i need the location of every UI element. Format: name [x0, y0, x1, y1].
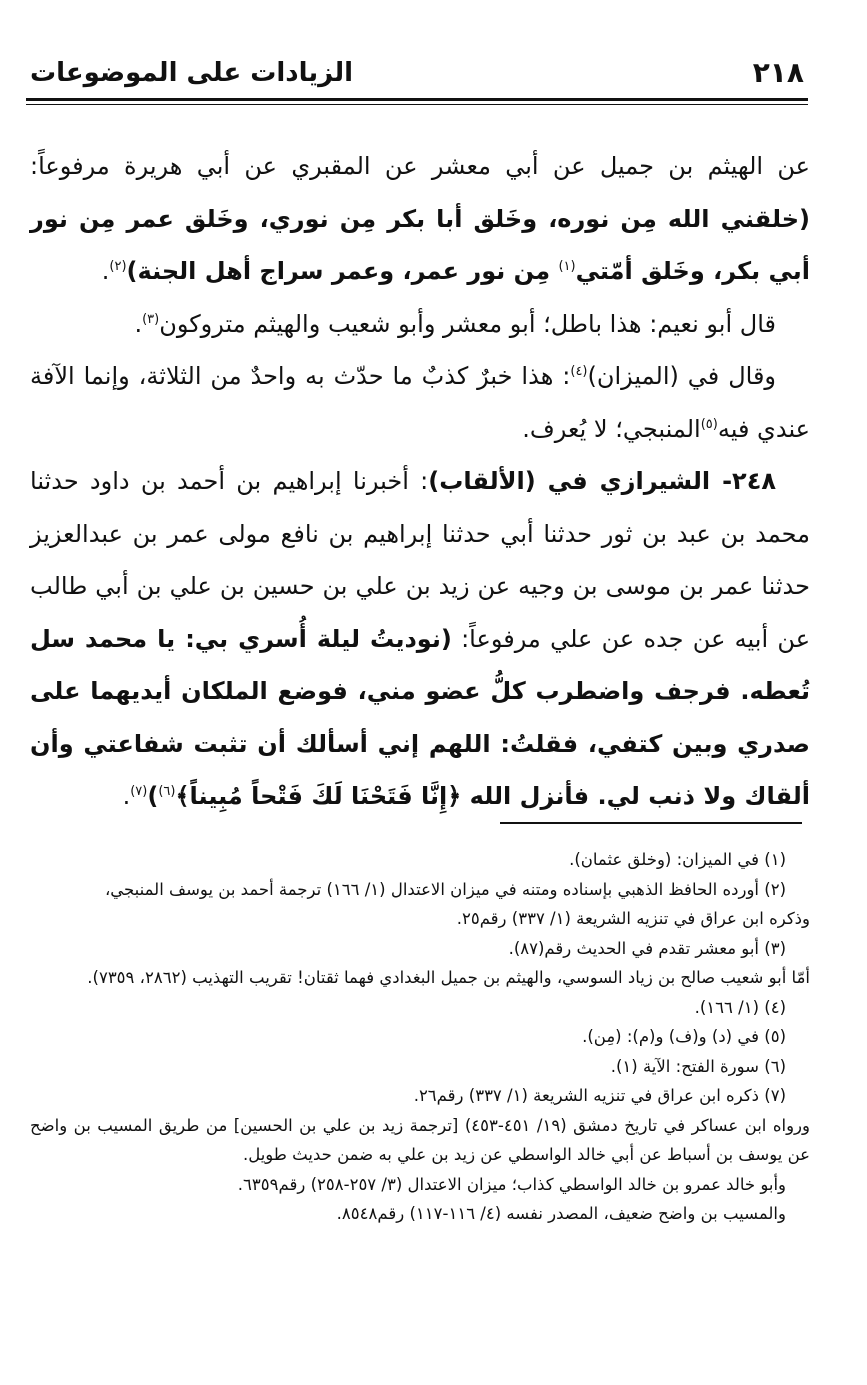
page-number: ٢١٨ — [752, 56, 804, 89]
chain-text: : أخبرنا إبراهيم بن أحمد بن داود حدثنا محمد بن عبد بن ثور حدثنا أبي حدثنا إبراهيم بن نافع مولى عمر بن عبدالعزيز حدثنا عمر بن موسى بن وجيه عن زيد بن علي بن حسين بن علي بن أبي طالب عن أبيه عن جده عن علي مرفوعاً: — [30, 467, 811, 653]
period: . — [101, 257, 110, 285]
footnote-separator — [500, 822, 802, 824]
text: وقال في (الميزان) — [587, 362, 777, 390]
footnote-ref-5[interactable]: (٥) — [700, 416, 718, 432]
footnote-ref-2[interactable]: (٢) — [109, 259, 127, 274]
page-header — [30, 52, 804, 96]
footnotes — [30, 845, 810, 1229]
footnote-3-cont: أمّا أبو شعيب صالح بن زياد السوسي، والهيثم بن جميل البغدادي فهما ثقتان! تقريب التهذيب (٢٨٦٢، ٧٣٥٩). — [87, 968, 810, 987]
footnote-ref-4[interactable]: (٤) — [570, 364, 588, 379]
header-rule-thin — [26, 104, 808, 105]
footnote-6: (٦) سورة الفتح: الآية (١). — [610, 1056, 786, 1076]
hadith-text-cont: مِن نور عمر، وعمر سراج أهل الجنة) — [126, 257, 559, 285]
text-end: المنبجي؛ لا يُعرف. — [522, 414, 701, 443]
header-rule-thick — [26, 98, 808, 101]
chain-text: عن الهيثم بن جميل عن أبي معشر عن المقبري عن أبي هريرة مرفوعاً: — [30, 152, 810, 180]
footnote-ref-3[interactable]: (٣) — [142, 311, 160, 327]
footnote-2-cont: وذكره ابن عراق في تنزيه الشريعة (١/ ٣٣٧) رقم٢٥. — [456, 909, 810, 928]
footnote-ref-6[interactable]: (٦) — [158, 784, 176, 799]
paragraph-hadith-248 — [30, 455, 810, 823]
closing-paren: ) — [147, 782, 159, 810]
text-cont: : هذا خبرٌ كذبٌ ما حدّث به واحدٌ من الثلاثة، وإنما الآفة عندي فيه — [30, 362, 810, 443]
text: قال أبو نعيم: هذا باطل؛ أبو معشر وأبو شعيب والهيثم متروكون — [159, 309, 776, 338]
entry-heading: ٢٤٨- الشيرازي في (الألقاب) — [428, 467, 776, 495]
footnote-5: (٥) في (د) و(ف) و(م): (مِن). — [582, 1027, 786, 1046]
footnote-4: (٤) (١/ ١٦٦). — [694, 997, 786, 1017]
hadith-text: (نوديتُ ليلة أُسري بي: يا محمد سل تُعطه. فرجف واضطرب كلُّ عضو مني، فوضع الملكان أيديهما على صدري وبين كتفي، فقلتُ: اللهم إني أسألك أن تثبت شفاعتي وأن ألقاك ولا ذنب لي. فأنزل الله ﴿إِنَّا فَتَحْنَا لَكَ فَتْحاً مُبِيناً﴾ — [30, 624, 810, 810]
paragraph-hadith-247 — [30, 140, 810, 298]
footnote-1: (١) في الميزان: (وخلق عثمان). — [569, 850, 786, 869]
footnote-7-cont-a: ورواه ابن عساكر في تاريخ دمشق (١٩/ ٤٥١-٤٥٣) [ترجمة زيد بن علي بن الحسين] من طريق المسيب بن واضح عن يوسف بن أسباط عن أبي خالد الواسطي عن زيد بن علي به ضمن حديث طويل. — [30, 1115, 810, 1164]
footnote-7-cont-b: وأبو خالد عمرو بن خالد الواسطي كذاب؛ ميزان الاعتدال (٣/ ٢٥٧-٢٥٨) رقم٦٣٥٩. — [237, 1174, 786, 1194]
footnote-ref-1[interactable]: (١) — [558, 259, 576, 274]
period: . — [122, 782, 131, 810]
footnote-7: (٧) ذكره ابن عراق في تنزيه الشريعة (١/ ٣٣٧) رقم٢٦. — [413, 1086, 786, 1105]
paragraph-mizan — [30, 350, 810, 455]
period: . — [134, 309, 143, 338]
main-text — [30, 140, 810, 823]
running-title: الزيادات على الموضوعات — [30, 58, 354, 88]
footnote-2: (٢) أورده الحافظ الذهبي بإسناده ومتنه في ميزان الاعتدال (١/ ١٦٦) ترجمة أحمد بن يوسف المنبجي، — [104, 879, 786, 899]
paragraph-abu-nuaym — [30, 298, 810, 351]
footnote-7-cont-c: والمسيب بن واضح ضعيف، المصدر نفسه (٤/ ١١٦-١١٧) رقم٨٥٤٨. — [336, 1204, 786, 1223]
hadith-text: (خلقني الله مِن نوره، وخَلق أبا بكر مِن نوري، وخَلق عمر مِن نور أبي بكر، وخَلق أمّتي — [30, 204, 810, 285]
footnote-3: (٣) أبو معشر تقدم في الحديث رقم(٨٧). — [508, 938, 786, 958]
footnote-ref-7[interactable]: (٧) — [130, 784, 148, 799]
